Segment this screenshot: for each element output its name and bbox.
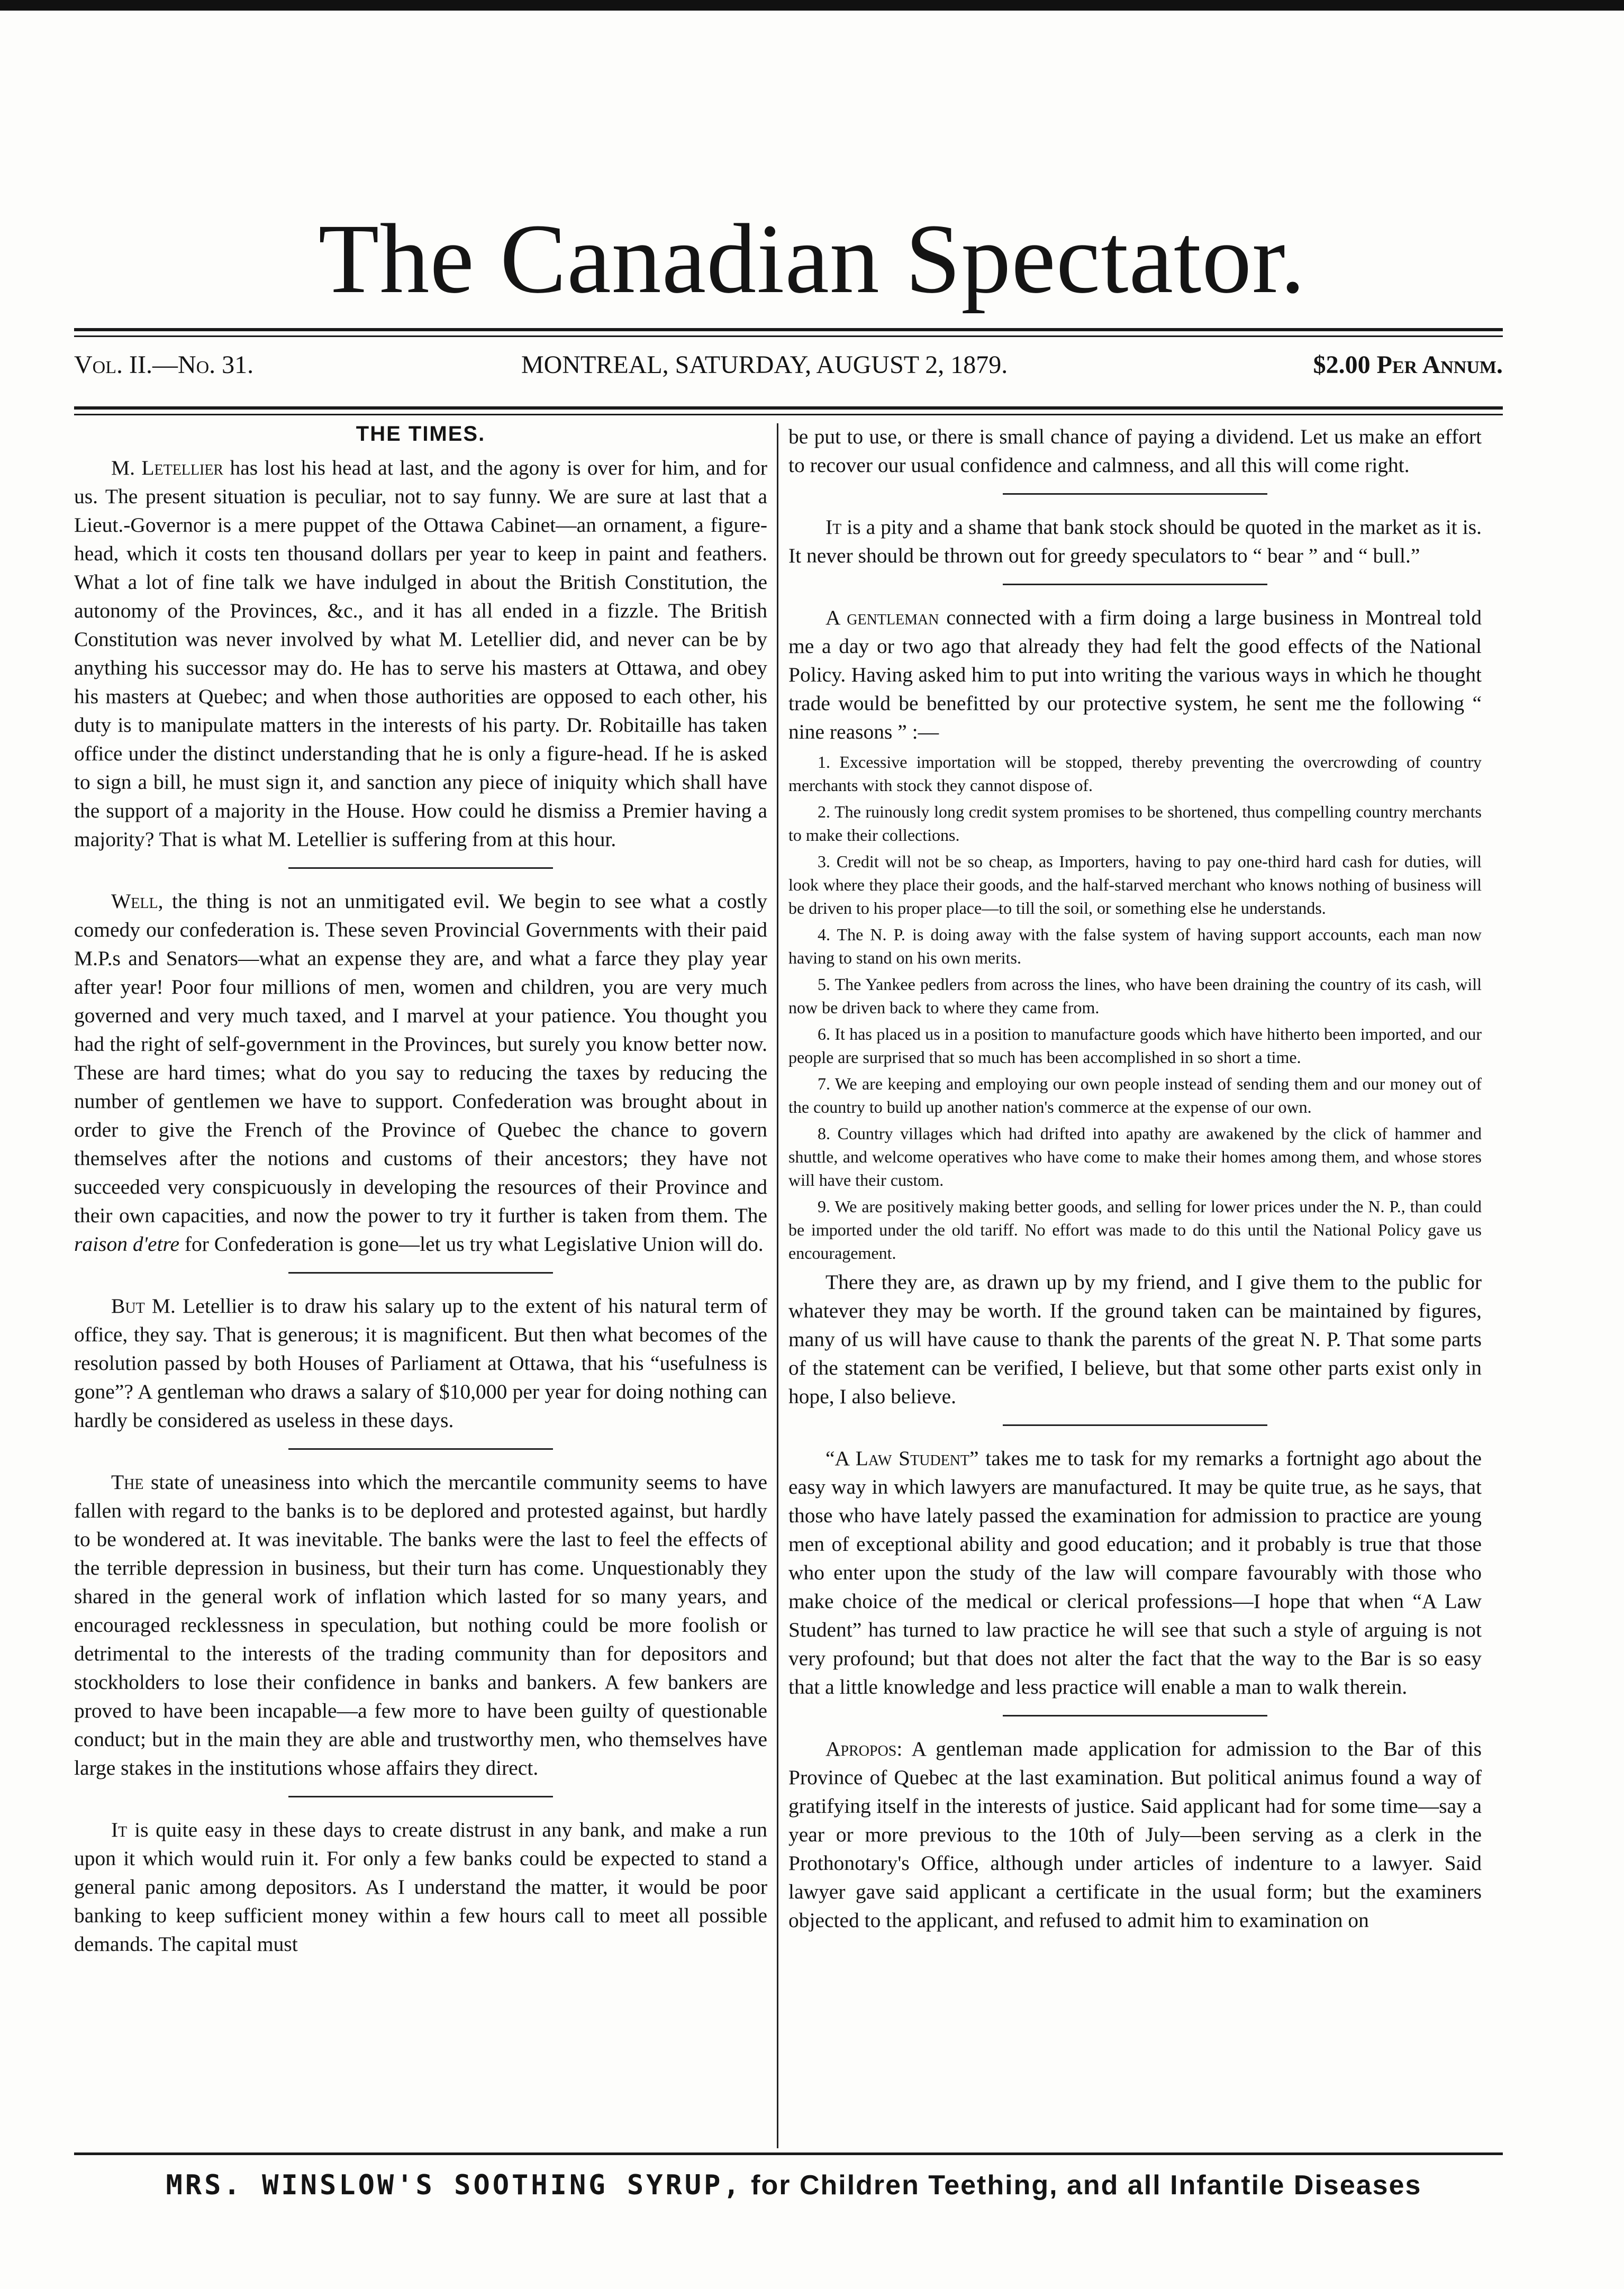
article-paragraph: It is quite easy in these days to create distrust in any bank, and make a run upon it which would ruin it. For only a few banks could be expected to stand a general panic among depositors. As I understand the matter, it would be poor banking to keep sufficient money within a few hours call to meet all possible demands. The capital must: [74, 1818, 767, 1956]
reason-item: 5. The Yankee pedlers from across the lines, who have been draining the country of its cash, will now be driven back to where they came from.: [788, 975, 1482, 1017]
masthead-title: The Canadian Spectator.: [318, 203, 1306, 314]
article-paragraph: The state of uneasiness into which the mercantile community seems to have fallen with regard to the banks is to be deplored and protested against, but hardly to be wondered at. It was inevitable. The banks were the last to feel the effects of the terrible depression in business, but their turn has come. Unquestionably they shared in the general work of inflation which lasted for so many years, and encouraged recklessness in speculation, but nothing could be more foolish or detrimental to the interests of the trading community than for depositors and stockholders to lose their confidence in banks and bankers. A few bankers are proved to have been incapable—a few more to have been guilty of questionable conduct; but in the main they are able and trustworthy men, who themselves have large stakes in the institutions whose affairs they direct.: [74, 1470, 767, 1779]
article-paragraph: But M. Letellier is to draw his salary up to the extent of his natural term of office, they say. That is generous; it is magnificent. But then what becomes of the resolution passed by both Houses of Parliament at Ottawa, that his “usefulness is gone”? A gentleman who draws a salary of $10,000 per year for doing nothing can hardly be considered as useless in these days.: [74, 1294, 767, 1432]
article-paragraph: A gentleman connected with a firm doing a large business in Montreal told me a day or two ago that already they had felt the good effects of the National Policy. Having asked him to put into writing the various ways in which he thought trade would be benefitted by our protective system, he sent me the following “ nine reasons ” :—: [788, 606, 1482, 743]
section-separator: [1003, 493, 1267, 495]
section-separator: [288, 1272, 553, 1274]
article-paragraph: “A Law Student” takes me to task for my remarks a fortnight ago about the easy way in which lawyers are manufactured. It may be quite true, as he says, that those who have lately passed the examination for admission to practice are young men of exceptional ability and good education; and it probably is true that those who enter upon the study of the law will compare favourably with those who make choice of the medical or clerical professions—I hope that when “A Law Student” has turned to law practice he will see that such a style of arguing is not very profound; but that does not alter the fact that the way to the Bar is so easy that a little knowledge and less practice will enable a man to walk therein.: [788, 1447, 1482, 1698]
advert-text: for Children Teething, and all Infantile Diseases: [742, 2170, 1422, 2201]
reason-item: 3. Credit will not be so cheap, as Importers, having to pay one-third hard cash for duties, will look where they place their goods, and the half-starved merchant who knows nothing of business will be driven to his proper place—to till the soil, or something else he understands.: [788, 852, 1482, 918]
footer-rule: [74, 2152, 1503, 2155]
article-paragraph: There they are, as drawn up by my friend, and I give them to the public for whatever they may be worth. If the ground taken can be maintained by figures, many of us will have cause to thank the parents of the great N. P. That some parts of the statement can be verified, I believe, but that some other parts exist only in hope, I also believe.: [788, 1270, 1482, 1408]
article-paragraph-continued: be put to use, or there is small chance of paying a dividend. Let us make an effort to recover our usual confidence and calmness, and all this will come right.: [788, 425, 1482, 477]
masthead-rule: [74, 328, 1503, 339]
right-column: [788, 418, 1482, 2148]
reason-item: 4. The N. P. is doing away with the false system of having support accounts, each man now having to stand on his own merits.: [788, 925, 1482, 967]
section-separator: [1003, 1424, 1267, 1426]
article-paragraph: Apropos: A gentleman made application for admission to the Bar of this Province of Quebec at the last examination. But political animus found a way of gratifying itself in the interests of justice. Said applicant had for some time—say a year or more previous to the 10th of July—been serving as a clerk in the Prothonotary's Office, although under articles of indenture to a lawyer. Said lawyer gave said applicant a certificate in the usual form; but the examiners objected to the applicant, and refused to admit him to examination on: [788, 1737, 1482, 1932]
volume-number: Vol. II.—No. 31.: [74, 351, 254, 379]
advert-brand: MRS. WINSLOW'S SOOTHING SYRUP,: [166, 2169, 742, 2201]
reason-item: 2. The ruinously long credit system promises to be shortened, thus compelling country merchants to make their collections.: [788, 802, 1482, 844]
article-paragraph: It is a pity and a shame that bank stock should be quoted in the market as it is. It never should be thrown out for greedy speculators to “ bear ” and “ bull.”: [788, 515, 1482, 567]
article-paragraph: Well, the thing is not an unmitigated evil. We begin to see what a costly comedy our confederation is. These seven Provincial Governments with their paid M.P.s and Senators—what an expense they are, and what a farce they play year after year! Poor four millions of men, women and children, you are very much governed and very much taxed, and I marvel at your patience. You thought you had the right of self-government in the Provinces, but surely you know better now. These are hard times; what do you say to reducing the taxes by reducing the number of gentlemen we have to support. Confederation was brought about in order to give the French of the Province of Quebec the chance to govern themselves after the notions and customs of their ancestors; they have not succeeded very conspicuously in developing the resources of their Province and their own capacities, and now the power to try it further is taken from them. The raison d'etre for Confederation is gone—let us try what Legislative Union will do.: [74, 889, 767, 1256]
reason-item: 9. We are positively making better goods, and selling for lower prices under the N. P., than could be imported under the old tariff. No effort was made to do this until the National Policy gave us encouragement.: [788, 1197, 1482, 1262]
article-paragraph: M. Letellier has lost his head at last, and the agony is over for him, and for us. The present situation is peculiar, not to say funny. We are sure at last that a Lieut.-Governor is a mere puppet of the Ottawa Cabinet—an ornament, a figure-head, which it costs ten thousand dollars per year to keep in paint and feathers. What a lot of fine talk we have indulged in about the British Constitution, the autonomy of the Provinces, &c., and it has all ended in a fizzle. The British Constitution was never involved by what M. Letellier did, and never can be by anything his successor may do. He has to serve his masters at Ottawa, and obey his masters at Quebec; and when those authorities are opposed to each other, his duty is to manipulate matters in the interests of his party. Dr. Robitaille has taken office under the distinct understanding that he is only a figure-head. If he is asked to sign a bill, he must sign it, and sanction any piece of iniquity which shall have the support of a majority in the House. How could he dismiss a Premier having a majority? That is what M. Letellier is suffering from at this hour.: [74, 456, 767, 851]
footer-advertisement: [53, 2169, 1535, 2201]
reason-item: 7. We are keeping and employing our own people instead of sending them and our money out of the country to build up another nation's commerce at the expense of our own.: [788, 1074, 1482, 1116]
subscription-price: $2.00 Per Annum.: [1313, 351, 1503, 379]
reason-item: 6. It has placed us in a position to manufacture goods which have hitherto been imported, and our people are surprised that so much has been accomplished in so short a time.: [788, 1024, 1482, 1067]
section-separator: [1003, 584, 1267, 585]
section-separator: [1003, 1715, 1267, 1716]
reason-item: 8. Country villages which had drifted into apathy are awakened by the click of hammer and shuttle, and welcome operatives who have come to make their homes among them, and whose stores will have their custom.: [788, 1124, 1482, 1189]
left-column: [74, 418, 767, 2148]
page-top-border: [0, 0, 1624, 11]
dateline-rule: [74, 406, 1503, 417]
issue-date: MONTREAL, SATURDAY, AUGUST 2, 1879.: [521, 351, 1008, 379]
section-separator: [288, 1448, 553, 1450]
reason-item: 1. Excessive importation will be stopped, thereby preventing the overcrowding of country merchants with stock they cannot dispose of.: [788, 752, 1482, 795]
dateline: [74, 350, 1503, 393]
section-heading: THE TIMES.: [356, 422, 486, 446]
section-separator: [288, 1796, 553, 1797]
section-separator: [288, 867, 553, 869]
column-divider: [777, 423, 778, 2148]
